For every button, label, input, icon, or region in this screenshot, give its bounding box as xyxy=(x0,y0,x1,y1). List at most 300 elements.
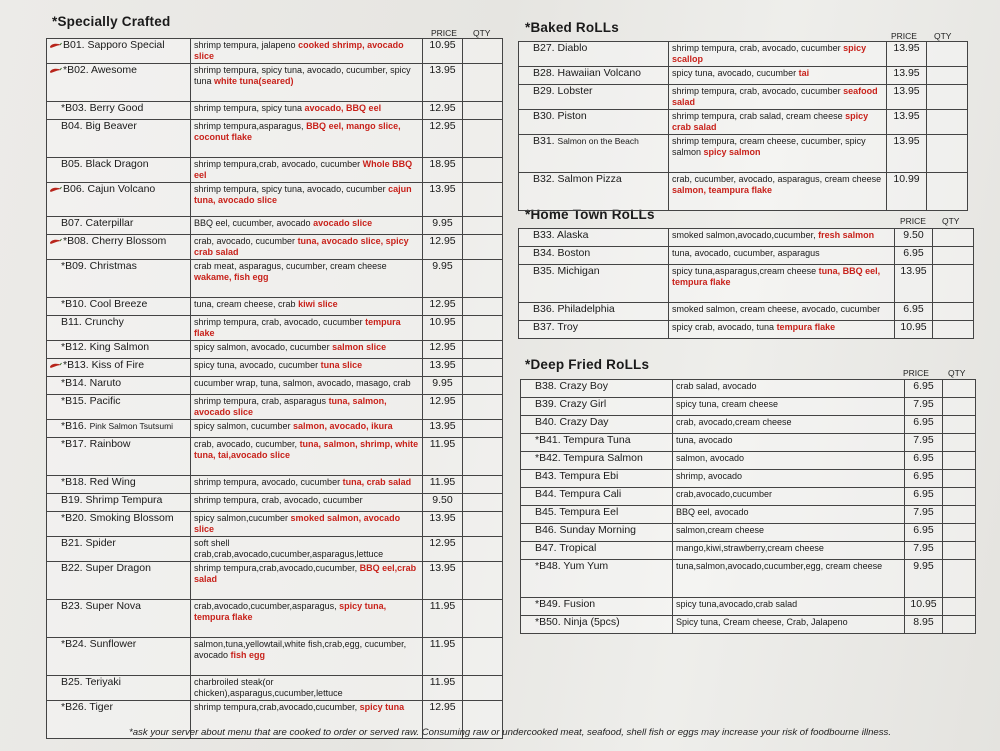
item-code: B27. xyxy=(533,42,555,54)
item-description-cell xyxy=(191,158,423,183)
menu-item-row xyxy=(521,452,976,470)
item-ingredients: shrimp tempura, avocado, cucumber xyxy=(194,477,343,487)
item-name: Alaska xyxy=(556,229,589,241)
item-qty-box[interactable] xyxy=(463,600,503,638)
item-name-cell xyxy=(47,64,191,102)
menu-item-row xyxy=(521,470,976,488)
item-code: *B50. xyxy=(535,616,561,628)
item-description-cell xyxy=(669,303,895,321)
item-ingredients: spicy crab, avocado, tuna xyxy=(672,322,777,332)
menu-item-row xyxy=(519,321,974,339)
item-price: 12.95 xyxy=(423,701,463,739)
item-qty-box[interactable] xyxy=(943,452,976,470)
item-name: Michigan xyxy=(557,265,600,277)
item-code: B37. xyxy=(533,321,555,333)
item-code: *B24. xyxy=(61,638,87,650)
item-description-cell xyxy=(191,120,423,158)
item-name: Teriyaki xyxy=(85,676,121,688)
item-name-cell xyxy=(47,377,191,395)
item-name-cell xyxy=(47,39,191,64)
menu-item-row xyxy=(47,359,503,377)
item-qty-box[interactable] xyxy=(943,434,976,452)
menu-item-row xyxy=(47,395,503,420)
item-name-cell xyxy=(521,616,673,634)
item-description-cell xyxy=(191,676,423,701)
menu-item-row xyxy=(47,476,503,494)
item-code: *B48. xyxy=(535,560,561,572)
item-price: 13.95 xyxy=(895,265,933,303)
item-price: 18.95 xyxy=(423,158,463,183)
section-title-baked-rolls: *Baked RoLLs xyxy=(525,20,619,35)
item-name: Tempura Eel xyxy=(559,506,619,518)
item-topping: avocado, BBQ eel xyxy=(304,103,382,113)
item-name-cell xyxy=(521,524,673,542)
item-name-cell xyxy=(47,183,191,217)
item-name: Tiger xyxy=(89,701,113,713)
item-description-cell xyxy=(669,173,887,211)
item-qty-box[interactable] xyxy=(943,398,976,416)
item-name: Ninja (5pcs) xyxy=(563,616,620,628)
item-name: Crazy Boy xyxy=(559,380,608,392)
item-name-cell xyxy=(519,110,669,135)
item-name: Super Dragon xyxy=(85,562,151,574)
menu-item-row xyxy=(519,247,974,265)
menu-item-row xyxy=(519,42,968,67)
menu-item-row xyxy=(519,229,974,247)
item-topping: white tuna(seared) xyxy=(214,76,294,86)
item-description-cell xyxy=(673,616,905,634)
item-ingredients: shrimp tempura,crab,avocado,cucumber, xyxy=(194,702,360,712)
item-price: 13.95 xyxy=(887,135,927,173)
item-name: Black Dragon xyxy=(85,158,149,170)
item-topping: tuna, salmon, shrimp, white tuna, tai,avocado slice xyxy=(194,439,419,460)
item-qty-box[interactable] xyxy=(463,217,503,235)
price-header: PRICE xyxy=(900,216,926,226)
item-ingredients: shrimp tempura, crab, avocado, cucumber xyxy=(194,495,363,505)
item-ingredients: mango,kiwi,strawberry,cream cheese xyxy=(676,543,824,553)
qty-header: QTY xyxy=(942,216,960,226)
item-name: Crazy Day xyxy=(559,416,609,428)
item-price: 13.95 xyxy=(423,562,463,600)
item-code: B33. xyxy=(533,229,555,241)
item-ingredients: spicy tuna, avocado, cucumber xyxy=(672,68,799,78)
item-price: 12.95 xyxy=(423,395,463,420)
item-description-cell xyxy=(191,102,423,120)
item-topping: tuna, salmon, avocado slice xyxy=(194,396,387,417)
item-name-cell xyxy=(47,102,191,120)
item-name: Crazy Girl xyxy=(559,398,607,410)
item-description-cell xyxy=(669,42,887,67)
item-price: 11.95 xyxy=(423,476,463,494)
item-name-cell xyxy=(521,542,673,560)
home-town-rolls-table xyxy=(518,228,974,339)
item-name: Cajun Volcano xyxy=(87,183,156,195)
item-name-cell xyxy=(521,506,673,524)
item-name: Philadelphia xyxy=(557,303,615,315)
item-description-cell xyxy=(673,506,905,524)
item-qty-box[interactable] xyxy=(933,303,974,321)
item-code: B21. xyxy=(61,537,83,549)
item-name: Awesome xyxy=(91,64,137,76)
item-description-cell xyxy=(669,229,895,247)
item-qty-box[interactable] xyxy=(933,247,974,265)
item-topping: Whole BBQ eel xyxy=(194,159,413,180)
item-qty-box[interactable] xyxy=(463,316,503,341)
item-topping: seafood salad xyxy=(672,86,878,107)
menu-item-row xyxy=(47,64,503,102)
item-qty-box[interactable] xyxy=(463,395,503,420)
allergy-footer-note: *ask your server about menu that are cooked to order or served raw. Consuming raw or undercooked meat, seafood, shell fish or eggs may increase your risk of foodbourne illness. xyxy=(128,727,892,738)
menu-item-row xyxy=(521,616,976,634)
item-qty-box[interactable] xyxy=(943,380,976,398)
item-qty-box[interactable] xyxy=(463,39,503,64)
item-price: 12.95 xyxy=(423,341,463,359)
item-price: 9.95 xyxy=(423,260,463,298)
item-qty-box[interactable] xyxy=(463,537,503,562)
item-ingredients: crab,avocado,cucumber xyxy=(676,489,773,499)
item-topping: tempura flake xyxy=(194,317,401,338)
item-price: 7.95 xyxy=(905,434,943,452)
item-topping: tuna, crab salad xyxy=(342,477,412,487)
item-price: 12.95 xyxy=(423,120,463,158)
menu-item-row xyxy=(521,506,976,524)
item-ingredients: salmon,tuna,yellowtail,white fish,crab,egg, cucumber, avocado xyxy=(194,639,407,660)
menu-item-row xyxy=(521,524,976,542)
item-price: 13.95 xyxy=(423,420,463,438)
item-description-cell xyxy=(191,235,423,260)
item-price: 10.95 xyxy=(423,316,463,341)
item-name-cell xyxy=(47,420,191,438)
item-qty-box[interactable] xyxy=(463,260,503,298)
item-name: Sunday Morning xyxy=(559,524,636,536)
baked-rolls-table xyxy=(518,41,968,211)
item-price: 12.95 xyxy=(423,537,463,562)
item-name-cell xyxy=(47,476,191,494)
item-code: *B26. xyxy=(61,701,87,713)
item-name: Pink Salmon Tsutsumi xyxy=(89,421,174,431)
item-qty-box[interactable] xyxy=(463,676,503,701)
item-description-cell xyxy=(191,64,423,102)
item-topping: salmon slice xyxy=(332,342,387,352)
item-code: B06. xyxy=(63,183,85,195)
item-qty-box[interactable] xyxy=(927,173,968,211)
item-name-cell xyxy=(521,470,673,488)
item-name-cell xyxy=(47,235,191,260)
item-description-cell xyxy=(673,524,905,542)
item-code: B46. xyxy=(535,524,557,536)
menu-item-row xyxy=(519,110,968,135)
item-description-cell xyxy=(673,542,905,560)
item-code: B22. xyxy=(61,562,83,574)
item-name-cell xyxy=(47,120,191,158)
item-description-cell xyxy=(191,359,423,377)
item-name: Boston xyxy=(557,247,591,259)
item-description-cell xyxy=(673,488,905,506)
item-code: B19. xyxy=(61,494,83,506)
item-name: Super Nova xyxy=(85,600,141,612)
item-price: 6.95 xyxy=(895,247,933,265)
item-name-cell xyxy=(47,158,191,183)
item-name: Troy xyxy=(557,321,578,333)
item-code: *B15. xyxy=(61,395,87,407)
item-code: *B18. xyxy=(61,476,87,488)
item-qty-box[interactable] xyxy=(943,598,976,616)
item-name-cell xyxy=(47,600,191,638)
menu-item-row xyxy=(521,598,976,616)
item-name: Red Wing xyxy=(89,476,136,488)
item-qty-box[interactable] xyxy=(463,359,503,377)
item-price: 12.95 xyxy=(423,235,463,260)
item-code: B23. xyxy=(61,600,83,612)
item-name: Fusion xyxy=(563,598,596,610)
item-qty-box[interactable] xyxy=(463,638,503,676)
item-ingredients: soft shell crab,crab,avocado,cucumber,asparagus,lettuce xyxy=(194,538,384,559)
item-ingredients: crab, avocado,cream cheese xyxy=(676,417,792,427)
item-topping: cajun tuna, avocado slice xyxy=(194,184,412,205)
item-qty-box[interactable] xyxy=(943,506,976,524)
item-ingredients: tuna, avocado xyxy=(676,435,733,445)
menu-item-row xyxy=(47,420,503,438)
item-qty-box[interactable] xyxy=(463,235,503,260)
item-price: 11.95 xyxy=(423,676,463,701)
item-qty-box[interactable] xyxy=(463,64,503,102)
item-name: Tropical xyxy=(559,542,597,554)
item-topping: salmon, avocado, ikura xyxy=(293,421,393,431)
item-name-cell xyxy=(47,395,191,420)
item-ingredients: shrimp tempura, crab salad, cream cheese xyxy=(672,111,846,121)
item-topping: tempura flake xyxy=(776,322,836,332)
item-qty-box[interactable] xyxy=(463,377,503,395)
item-qty-box[interactable] xyxy=(927,42,968,67)
specially-crafted-table xyxy=(46,38,503,739)
item-price: 12.95 xyxy=(423,102,463,120)
item-qty-box[interactable] xyxy=(927,67,968,85)
item-description-cell xyxy=(673,470,905,488)
item-price: 13.95 xyxy=(887,67,927,85)
item-qty-box[interactable] xyxy=(943,524,976,542)
item-code: B40. xyxy=(535,416,557,428)
item-code: B44. xyxy=(535,488,557,500)
item-code: B05. xyxy=(61,158,83,170)
item-code: B43. xyxy=(535,470,557,482)
item-price: 13.95 xyxy=(887,85,927,110)
chili-pepper-icon xyxy=(49,359,63,371)
item-name-cell xyxy=(519,265,669,303)
item-description-cell xyxy=(191,420,423,438)
item-name-cell xyxy=(519,321,669,339)
item-price: 10.95 xyxy=(905,598,943,616)
item-name-cell xyxy=(47,260,191,298)
menu-item-row xyxy=(47,316,503,341)
item-qty-box[interactable] xyxy=(463,183,503,217)
price-header: PRICE xyxy=(431,28,457,38)
item-code: B35. xyxy=(533,265,555,277)
item-ingredients: shrimp tempura,asparagus, xyxy=(194,121,307,131)
item-qty-box[interactable] xyxy=(463,120,503,158)
item-description-cell xyxy=(669,85,887,110)
item-code: *B49. xyxy=(535,598,561,610)
item-qty-box[interactable] xyxy=(933,265,974,303)
item-ingredients: shrimp tempura, crab, avocado, cucumber xyxy=(672,86,844,96)
item-topping: spicy crab salad xyxy=(672,111,869,132)
item-description-cell xyxy=(191,377,423,395)
item-description-cell xyxy=(673,560,905,598)
item-code: *B09. xyxy=(61,260,87,272)
item-name-cell xyxy=(47,438,191,476)
item-qty-box[interactable] xyxy=(463,341,503,359)
item-description-cell xyxy=(669,265,895,303)
item-name: Cool Breeze xyxy=(89,298,148,310)
item-ingredients: tuna, cream cheese, crab xyxy=(194,299,299,309)
item-qty-box[interactable] xyxy=(463,158,503,183)
chili-pepper-icon xyxy=(49,39,63,51)
item-topping: cooked shrimp, avocado slice xyxy=(194,40,404,61)
item-name-cell xyxy=(521,416,673,434)
item-price: 10.95 xyxy=(895,321,933,339)
menu-item-row xyxy=(47,120,503,158)
menu-item-row xyxy=(521,488,976,506)
item-name-cell xyxy=(519,67,669,85)
menu-item-row xyxy=(521,542,976,560)
menu-item-row xyxy=(521,398,976,416)
item-name: Sapporo Special xyxy=(87,39,165,51)
item-price: 13.95 xyxy=(423,359,463,377)
item-qty-box[interactable] xyxy=(927,135,968,173)
item-ingredients: crab meat, asparagus, cucumber, cream cheese xyxy=(194,261,387,271)
item-name-cell xyxy=(521,452,673,470)
item-name: Spider xyxy=(85,537,116,549)
item-price: 6.95 xyxy=(905,452,943,470)
item-code: B01. xyxy=(63,39,85,51)
item-qty-box[interactable] xyxy=(933,229,974,247)
item-name: Caterpillar xyxy=(85,217,134,229)
item-price: 10.95 xyxy=(423,39,463,64)
item-topping: spicy scallop xyxy=(672,43,867,64)
item-code: *B10. xyxy=(61,298,87,310)
item-code: B38. xyxy=(535,380,557,392)
item-name: Lobster xyxy=(557,85,593,97)
section-title-specially-crafted: *Specially Crafted xyxy=(52,14,171,29)
item-topping: avocado slice xyxy=(313,218,373,228)
item-price: 7.95 xyxy=(905,506,943,524)
item-qty-box[interactable] xyxy=(943,616,976,634)
menu-item-row xyxy=(47,102,503,120)
item-topping: tai xyxy=(798,68,810,78)
section-title-deep-fried-rolls: *Deep Fried RoLLs xyxy=(525,357,650,372)
item-qty-box[interactable] xyxy=(463,102,503,120)
item-ingredients: tuna,salmon,avocado,cucumber,egg, cream cheese xyxy=(676,561,883,571)
item-price: 9.50 xyxy=(423,494,463,512)
item-description-cell xyxy=(673,398,905,416)
item-name: King Salmon xyxy=(89,341,150,353)
item-topping: salmon, teampura flake xyxy=(672,185,773,195)
item-ingredients: shrimp tempura, cream cheese, cucumber, spicy salmon xyxy=(672,136,866,157)
item-ingredients: BBQ eel, avocado xyxy=(676,507,749,517)
item-price: 9.50 xyxy=(895,229,933,247)
item-qty-box[interactable] xyxy=(943,560,976,598)
item-code: B29. xyxy=(533,85,555,97)
item-qty-box[interactable] xyxy=(943,470,976,488)
item-qty-box[interactable] xyxy=(463,562,503,600)
item-name-cell xyxy=(521,560,673,598)
deep-fried-rolls-table xyxy=(520,379,976,634)
item-topping: spicy tuna, tempura flake xyxy=(194,601,387,622)
item-qty-box[interactable] xyxy=(933,321,974,339)
item-price: 6.95 xyxy=(905,488,943,506)
menu-item-row xyxy=(47,377,503,395)
item-ingredients: spicy tuna,asparagus,cream cheese xyxy=(672,266,819,276)
menu-item-row xyxy=(47,341,503,359)
menu-item-row xyxy=(521,416,976,434)
menu-item-row xyxy=(519,303,974,321)
item-ingredients: shrimp tempura, spicy tuna, avocado, cucumber xyxy=(194,184,389,194)
item-name-cell xyxy=(519,229,669,247)
item-ingredients: crab, cucumber, avocado, asparagus, cream cheese xyxy=(672,174,882,184)
item-ingredients: shrimp tempura,crab, avocado, cucumber xyxy=(194,159,363,169)
item-topping: fresh salmon xyxy=(818,230,875,240)
item-ingredients: shrimp tempura, crab, avocado, cucumber xyxy=(194,317,366,327)
item-name-cell xyxy=(519,42,669,67)
item-ingredients: shrimp tempura, spicy tuna, avocado, cucumber, spicy tuna xyxy=(194,65,411,86)
chili-pepper-icon xyxy=(49,183,63,195)
item-name-cell xyxy=(47,316,191,341)
item-name: Smoking Blossom xyxy=(89,512,174,524)
item-description-cell xyxy=(191,438,423,476)
item-price: 13.95 xyxy=(423,512,463,537)
item-name: Tempura Ebi xyxy=(559,470,619,482)
menu-item-row xyxy=(519,173,968,211)
item-price: 9.95 xyxy=(423,377,463,395)
item-name: Salmon Pizza xyxy=(557,173,622,185)
item-name-cell xyxy=(519,247,669,265)
item-topping: kiwi slice xyxy=(298,299,338,309)
item-qty-box[interactable] xyxy=(463,298,503,316)
menu-item-row xyxy=(47,562,503,600)
item-ingredients: spicy tuna, avocado, cucumber xyxy=(194,360,321,370)
item-qty-box[interactable] xyxy=(463,476,503,494)
item-name-cell xyxy=(47,359,191,377)
item-qty-box[interactable] xyxy=(927,110,968,135)
item-ingredients: charbroiled steak(or chicken),asparagus,cucumber,lettuce xyxy=(194,677,343,698)
item-name-cell xyxy=(521,488,673,506)
item-name-cell xyxy=(519,173,669,211)
item-qty-box[interactable] xyxy=(463,494,503,512)
chili-pepper-icon xyxy=(49,64,63,76)
item-name-cell xyxy=(519,303,669,321)
item-name: Diablo xyxy=(557,42,588,54)
item-qty-box[interactable] xyxy=(463,512,503,537)
menu-item-row xyxy=(47,600,503,638)
item-qty-box[interactable] xyxy=(943,488,976,506)
menu-item-row xyxy=(47,260,503,298)
menu-item-row xyxy=(521,434,976,452)
item-ingredients: crab, avocado, cucumber xyxy=(194,236,298,246)
item-price: 10.99 xyxy=(887,173,927,211)
menu-item-row xyxy=(521,380,976,398)
item-code: B39. xyxy=(535,398,557,410)
item-code: *B42. xyxy=(535,452,561,464)
item-description-cell xyxy=(191,298,423,316)
item-qty-box[interactable] xyxy=(943,542,976,560)
item-qty-box[interactable] xyxy=(927,85,968,110)
item-qty-box[interactable] xyxy=(463,420,503,438)
item-code: B45. xyxy=(535,506,557,518)
item-qty-box[interactable] xyxy=(463,438,503,476)
item-ingredients: smoked salmon,avocado,cucumber, xyxy=(672,230,819,240)
item-price: 7.95 xyxy=(905,542,943,560)
item-name: Tempura Cali xyxy=(559,488,622,500)
item-qty-box[interactable] xyxy=(943,416,976,434)
